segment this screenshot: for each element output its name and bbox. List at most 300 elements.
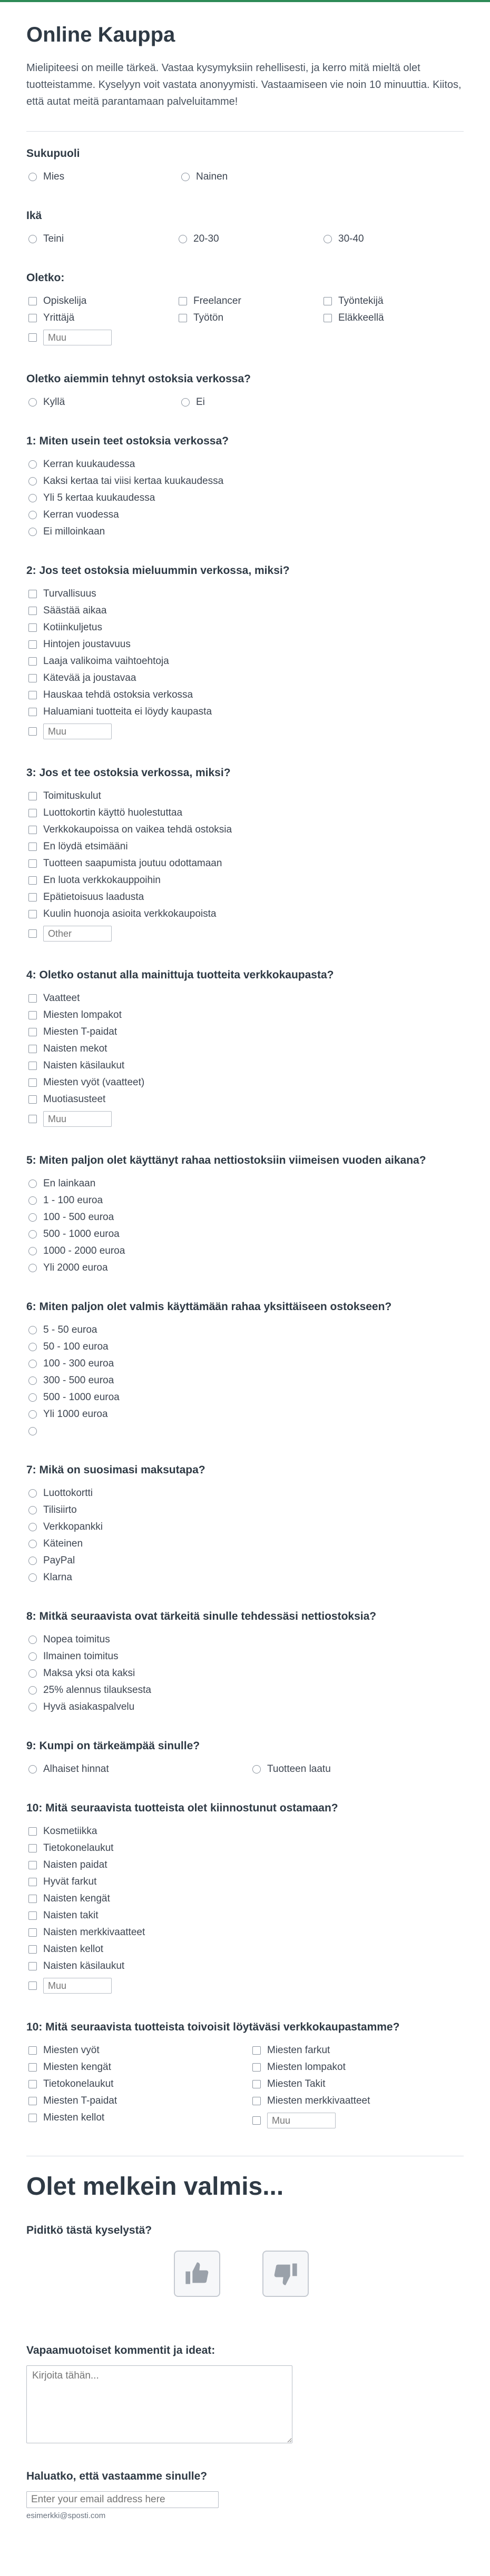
checkbox[interactable] (28, 1962, 37, 1970)
checkbox[interactable] (28, 708, 37, 716)
checkbox-option[interactable] (250, 2042, 461, 2059)
option-label: 300 - 500 euroa (43, 1375, 114, 1386)
checkbox-option[interactable] (26, 1958, 464, 1975)
radio-option[interactable] (26, 507, 464, 523)
checkbox-option[interactable] (26, 855, 464, 872)
checkbox[interactable] (28, 590, 37, 598)
question-label: Oletko aiemmin tehnyt ostoksia verkossa? (26, 373, 251, 385)
thumbs-down-icon (272, 2260, 299, 2287)
checkbox-option[interactable] (26, 602, 464, 619)
question-label: 6: Miten paljon olet valmis käyttämään rahaa yksittäiseen ostokseen? (26, 1301, 392, 1313)
options-q10a (26, 1823, 464, 1975)
checkbox[interactable] (28, 1945, 37, 1954)
checkbox[interactable] (28, 607, 37, 615)
option-label: Toimituskulut (43, 790, 101, 801)
checkbox[interactable] (28, 1895, 37, 1903)
question-label: Ikä (26, 210, 42, 222)
radio-option[interactable] (26, 1260, 464, 1276)
other-input[interactable] (43, 724, 112, 739)
other-option (26, 1975, 464, 1997)
checkbox[interactable] (28, 314, 37, 322)
checkbox[interactable] (28, 893, 37, 901)
checkbox[interactable] (252, 2063, 261, 2072)
question-label: 7: Mikä on suosimasi maksutapa? (26, 1464, 205, 1476)
other-input[interactable] (43, 1978, 112, 1994)
checkbox[interactable] (28, 2046, 37, 2055)
checkbox-option[interactable]: Opiskelija (26, 293, 177, 310)
radio-button[interactable] (28, 1506, 37, 1514)
radio-button[interactable] (28, 1343, 37, 1351)
question-10b (26, 2021, 464, 2132)
checkbox-option[interactable] (26, 889, 464, 906)
radio-option[interactable] (26, 1406, 464, 1423)
radio-option[interactable] (26, 1631, 464, 1648)
checkbox-option[interactable] (26, 704, 464, 720)
email-sublabel: esimerkki@sposti.com (26, 2511, 106, 2520)
question-7 (26, 1464, 464, 1586)
options-q2 (26, 586, 464, 720)
checkbox[interactable] (28, 727, 37, 736)
option-label: Miesten merkkivaatteet (267, 2095, 370, 2106)
option-label: Haluamiani tuotteita ei löydy kaupasta (43, 706, 212, 717)
radio-option[interactable] (26, 1226, 464, 1243)
radio-button[interactable] (28, 1540, 37, 1548)
radio-option-nainen[interactable]: Nainen (179, 169, 332, 185)
option-label: Kerran vuodessa (43, 509, 119, 520)
option-label: Vaatteet (43, 993, 80, 1004)
option-label: Miesten vyöt (vaatteet) (43, 1077, 145, 1088)
radio-option[interactable] (26, 1209, 464, 1226)
option-label: Miesten Takit (267, 2078, 326, 2089)
radio-button[interactable] (28, 1393, 37, 1402)
radio-option[interactable] (26, 1569, 464, 1586)
radio-option[interactable] (26, 1192, 464, 1209)
radio-button[interactable] (28, 1489, 37, 1498)
checkbox[interactable] (28, 1028, 37, 1036)
checkbox[interactable] (179, 314, 187, 322)
radio-option[interactable] (26, 1699, 464, 1716)
radio-button[interactable] (181, 173, 190, 181)
option-label: Laaja valikoima vaihtoehtoja (43, 656, 169, 667)
radio-option[interactable]: Tuotteen laatu (250, 1761, 461, 1778)
checkbox[interactable] (28, 1844, 37, 1852)
checkbox-option[interactable] (26, 1907, 464, 1924)
option-label: En luota verkkokauppoihin (43, 875, 161, 886)
radio-option[interactable]: 30-40 (321, 231, 469, 247)
option-label: Kosmetiikka (43, 1826, 97, 1837)
checkbox-option[interactable] (26, 1057, 464, 1074)
checkbox-option[interactable] (26, 1924, 464, 1941)
option-label: Miesten farkut (267, 2045, 330, 2056)
option-label: 25% alennus tilauksesta (43, 1685, 151, 1696)
option-label: En löydä etsimääni (43, 841, 128, 852)
question-label: Haluatko, että vastaamme sinulle? (26, 2470, 208, 2482)
question-label: 8: Mitkä seuraavista ovat tärkeitä sinulle tehdessäsi nettiostoksia? (26, 1610, 377, 1622)
checkbox[interactable] (28, 640, 37, 649)
checkbox-option[interactable] (26, 821, 464, 838)
radio-button[interactable] (28, 1410, 37, 1419)
checkbox-option[interactable] (26, 805, 464, 821)
option-label: Yli 5 kertaa kuukaudessa (43, 492, 155, 503)
option-label: Naisten kengät (43, 1893, 110, 1904)
checkbox[interactable] (28, 876, 37, 885)
question-label: 2: Jos teet ostoksia mieluummin verkossa, miksi? (26, 564, 290, 577)
option-label: Kuulin huonoja asioita verkkokaupoista (43, 908, 217, 919)
radio-button[interactable] (28, 1573, 37, 1582)
checkbox[interactable] (28, 1981, 37, 1990)
question-10a (26, 1802, 464, 1997)
checkbox-option[interactable] (26, 1091, 464, 1108)
other-input[interactable] (43, 330, 112, 345)
option-label: Tuotteen saapumista joutuu odottamaan (43, 858, 222, 869)
radio-option[interactable]: Alhaiset hinnat (26, 1761, 250, 1778)
checkbox-option[interactable]: Työtön (177, 310, 321, 326)
radio-button[interactable] (28, 235, 37, 243)
checkbox[interactable] (28, 2114, 37, 2122)
radio-button[interactable] (28, 1686, 37, 1695)
option-label: En lainkaan (43, 1178, 96, 1189)
option-label: Miesten kengät (43, 2062, 111, 2073)
thumbs-down-button[interactable] (262, 2251, 309, 2297)
option-label: Naisten käsilaukut (43, 1060, 125, 1071)
checkbox-option[interactable] (250, 2076, 461, 2093)
option-label: Miesten kellot (43, 2112, 105, 2123)
checkbox-option[interactable] (26, 2076, 250, 2093)
checkbox[interactable] (28, 297, 37, 305)
options-q5 (26, 1175, 464, 1276)
checkbox-option[interactable] (26, 788, 464, 805)
checkbox-option[interactable] (26, 1840, 464, 1857)
option-label: Naisten käsilaukut (43, 1960, 125, 1971)
section-heading: Olet melkein valmis... (26, 2173, 284, 2201)
checkbox[interactable] (28, 994, 37, 1003)
checkbox[interactable] (28, 843, 37, 851)
radio-button[interactable] (181, 398, 190, 407)
checkbox-option[interactable] (26, 990, 464, 1007)
radio-button[interactable] (28, 1247, 37, 1255)
radio-button[interactable] (28, 1360, 37, 1368)
question-label: 4: Oletko ostanut alla mainittuja tuotteita verkkokaupasta? (26, 969, 334, 981)
option-label: Nopea toimitus (43, 1634, 110, 1645)
checkbox[interactable] (28, 1095, 37, 1104)
checkbox-option[interactable] (26, 1857, 464, 1874)
question-label: Piditkö tästä kyselystä? (26, 2224, 152, 2236)
checkbox-option[interactable] (26, 1024, 464, 1041)
radio-button[interactable] (28, 1557, 37, 1565)
checkbox[interactable] (28, 809, 37, 817)
checkbox[interactable] (324, 314, 332, 322)
radio-button[interactable] (28, 1765, 37, 1774)
radio-option[interactable] (26, 1552, 464, 1569)
option-label: Naisten paidat (43, 1859, 107, 1870)
checkbox[interactable] (28, 333, 37, 342)
radio-option[interactable] (26, 1175, 464, 1192)
radio-option[interactable] (26, 1322, 464, 1339)
radio-option[interactable] (26, 456, 464, 473)
question-label: 10: Mitä seuraavista tuotteista toivoisit löytäväsi verkkokaupastamme? (26, 2021, 400, 2033)
option-label: Miesten lompakot (43, 1009, 122, 1021)
checkbox[interactable] (28, 1878, 37, 1886)
question-5 (26, 1154, 464, 1276)
checkbox[interactable] (28, 1011, 37, 1019)
radio-button[interactable] (324, 235, 332, 243)
option-label: Yli 1000 euroa (43, 1409, 108, 1420)
radio-option[interactable] (26, 1339, 464, 1355)
question-like (26, 2224, 464, 2297)
radio-button[interactable] (28, 1180, 37, 1188)
options-q1 (26, 456, 464, 540)
options-q7 (26, 1485, 464, 1586)
checkbox[interactable] (28, 657, 37, 666)
options-q10b-left (26, 2042, 250, 2132)
option-label: Tietokonelaukut (43, 2078, 114, 2089)
options-q4 (26, 990, 464, 1108)
checkbox-option[interactable] (250, 2059, 461, 2076)
question-label: 3: Jos et tee ostoksia verkossa, miksi? (26, 767, 231, 779)
checkbox[interactable] (28, 1911, 37, 1920)
option-label: 100 - 500 euroa (43, 1212, 114, 1223)
radio-button[interactable] (28, 173, 37, 181)
radio-button[interactable] (28, 1427, 37, 1435)
question-3 (26, 767, 464, 945)
radio-button[interactable] (28, 1326, 37, 1334)
checkbox[interactable] (28, 1062, 37, 1070)
option-label: Tilisiirto (43, 1504, 77, 1515)
checkbox-option[interactable] (26, 2042, 250, 2059)
checkbox-option[interactable] (26, 1941, 464, 1958)
option-label: Miesten vyöt (43, 2045, 100, 2056)
option-label: 1000 - 2000 euroa (43, 1245, 125, 1256)
radio-option[interactable] (26, 1243, 464, 1260)
option-label: 5 - 50 euroa (43, 1324, 97, 1335)
option-label: Käteinen (43, 1538, 83, 1549)
question-label: 10: Mitä seuraavista tuotteista olet kiinnostunut ostamaan? (26, 1802, 338, 1814)
checkbox-option[interactable] (26, 906, 464, 923)
option-label: Kerran kuukaudessa (43, 459, 135, 470)
checkbox[interactable] (28, 826, 37, 834)
radio-option[interactable] (26, 490, 464, 507)
option-label: Naisten takit (43, 1910, 99, 1921)
radio-button[interactable] (252, 1765, 261, 1774)
radio-button[interactable] (28, 1376, 37, 1385)
option-label: Hyvät farkut (43, 1876, 97, 1887)
checkbox[interactable] (324, 297, 332, 305)
checkbox-option[interactable] (26, 1874, 464, 1890)
radio-option[interactable] (26, 1682, 464, 1699)
checkbox-option[interactable] (250, 2093, 461, 2109)
checkbox[interactable] (28, 674, 37, 682)
checkbox[interactable] (252, 2080, 261, 2088)
radio-button[interactable] (28, 1196, 37, 1205)
radio-option[interactable]: Kyllä (26, 394, 179, 411)
options-q3 (26, 788, 464, 923)
option-label: Ilmainen toimitus (43, 1651, 119, 1662)
option-label: Klarna (43, 1572, 72, 1583)
radio-option[interactable] (26, 1355, 464, 1372)
option-label: 1 - 100 euroa (43, 1195, 103, 1206)
checkbox[interactable] (28, 910, 37, 918)
option-label: Tietokonelaukut (43, 1842, 114, 1854)
radio-button[interactable] (28, 1230, 37, 1239)
question-4 (26, 969, 464, 1130)
question-6 (26, 1301, 464, 1440)
other-input[interactable] (43, 1111, 112, 1127)
question-contact (26, 2470, 464, 2520)
radio-button[interactable] (28, 398, 37, 407)
option-label: Säästää aikaa (43, 605, 107, 616)
question-label: 9: Kumpi on tärkeämpää sinulle? (26, 1740, 200, 1752)
other-input[interactable] (43, 926, 112, 942)
option-label: Hintojen joustavuus (43, 639, 131, 650)
radio-button[interactable] (28, 494, 37, 502)
option-label: Turvallisuus (43, 588, 96, 599)
form-title: Online Kauppa (26, 23, 175, 46)
checkbox-option[interactable] (26, 586, 464, 602)
radio-button[interactable] (28, 460, 37, 469)
radio-button[interactable] (28, 1669, 37, 1678)
checkbox-option[interactable] (26, 1890, 464, 1907)
options-q6 (26, 1322, 464, 1440)
checkbox-option[interactable]: Eläkkeellä (321, 310, 469, 326)
checkbox-option[interactable] (26, 687, 464, 704)
other-input[interactable] (267, 2113, 336, 2128)
radio-option[interactable] (26, 1519, 464, 1535)
radio-button[interactable] (28, 1703, 37, 1711)
question-comments (26, 2344, 464, 2446)
option-label: Epätietoisuus laadusta (43, 891, 144, 903)
checkbox[interactable] (252, 2097, 261, 2105)
checkbox[interactable] (28, 623, 37, 632)
radio-button[interactable] (28, 1636, 37, 1644)
checkbox-option[interactable] (26, 1074, 464, 1091)
radio-button[interactable] (179, 235, 187, 243)
checkbox-option[interactable] (26, 872, 464, 889)
checkbox[interactable] (28, 2063, 37, 2072)
other-option (26, 326, 464, 349)
comments-textarea[interactable] (26, 2365, 292, 2443)
checkbox[interactable] (179, 297, 187, 305)
option-label: Luottokortti (43, 1488, 93, 1499)
radio-option[interactable] (26, 473, 464, 490)
question-age (26, 210, 464, 247)
radio-option[interactable] (26, 1502, 464, 1519)
radio-option[interactable] (26, 1485, 464, 1502)
checkbox-option[interactable] (26, 838, 464, 855)
question-shopped-before (26, 373, 464, 411)
checkbox-option[interactable]: Freelancer (177, 293, 321, 310)
thumbs-up-icon (183, 2260, 211, 2287)
radio-option[interactable] (26, 1423, 464, 1440)
radio-option[interactable] (26, 1372, 464, 1389)
question-label: Sukupuoli (26, 147, 80, 160)
option-label: Luottokortin käyttö huolestuttaa (43, 807, 183, 818)
option-label: Yli 2000 euroa (43, 1262, 108, 1273)
checkbox-option[interactable] (26, 1823, 464, 1840)
email-field[interactable] (26, 2491, 219, 2508)
checkbox[interactable] (28, 1078, 37, 1087)
radio-option[interactable] (26, 1665, 464, 1682)
radio-option[interactable] (26, 1648, 464, 1665)
checkbox[interactable] (28, 1045, 37, 1053)
option-label: Miesten lompakot (267, 2062, 346, 2073)
checkbox[interactable] (28, 2097, 37, 2105)
radio-button[interactable] (28, 1213, 37, 1222)
checkbox-option[interactable]: Yrittäjä (26, 310, 177, 326)
question-2 (26, 564, 464, 742)
radio-option[interactable]: Teini (26, 231, 177, 247)
question-gender (26, 147, 464, 185)
question-8 (26, 1610, 464, 1716)
checkbox[interactable] (28, 1861, 37, 1869)
radio-option[interactable]: 20-30 (177, 231, 321, 247)
checkbox[interactable] (28, 1827, 37, 1836)
option-label: 500 - 1000 euroa (43, 1228, 120, 1240)
option-label: 500 - 1000 euroa (43, 1392, 120, 1403)
radio-button[interactable] (28, 477, 37, 486)
radio-option[interactable]: Ei (179, 394, 332, 411)
options-q10b-right (250, 2042, 461, 2109)
option-label: Kaksi kertaa tai viisi kertaa kuukaudessa (43, 475, 224, 487)
question-label: 1: Miten usein teet ostoksia verkossa? (26, 435, 229, 447)
option-label: 100 - 300 euroa (43, 1358, 114, 1369)
option-label: Naisten kellot (43, 1944, 104, 1955)
option-label: Hauskaa tehdä ostoksia verkossa (43, 689, 193, 700)
checkbox-option[interactable] (26, 2109, 250, 2126)
checkbox-option[interactable] (26, 636, 464, 653)
checkbox[interactable] (28, 691, 37, 699)
checkbox[interactable] (28, 929, 37, 938)
radio-button[interactable] (28, 1523, 37, 1531)
checkbox[interactable] (28, 859, 37, 868)
option-label: Kotiinkuljetus (43, 622, 102, 633)
other-option (26, 720, 464, 742)
checkbox-option[interactable] (26, 2093, 250, 2109)
thumbs-up-button[interactable] (174, 2251, 220, 2297)
options-q8 (26, 1631, 464, 1716)
question-1 (26, 435, 464, 540)
checkbox[interactable] (28, 2080, 37, 2088)
checkbox-option[interactable]: Työntekijä (321, 293, 469, 310)
other-option (26, 1108, 464, 1130)
radio-button[interactable] (28, 1652, 37, 1661)
checkbox[interactable] (252, 2046, 261, 2055)
form-description: Mielipiteesi on meille tärkeä. Vastaa kysymyksiin rehellisesti, ja kerro mitä mieltä olet tuotteistamme. Kyselyyn voit vastata anonyymisti. Vastaamiseen vie noin 10 minuuttia. Kiitos, että autat meitä parantamaan palveluitamme! (26, 62, 462, 107)
radio-option[interactable] (26, 1535, 464, 1552)
checkbox-option[interactable] (26, 619, 464, 636)
option-label: Naisten merkkivaatteet (43, 1927, 145, 1938)
checkbox[interactable] (28, 792, 37, 800)
option-label: PayPal (43, 1555, 75, 1566)
checkbox[interactable] (28, 1115, 37, 1123)
checkbox[interactable] (28, 1928, 37, 1937)
checkbox-option[interactable] (26, 1041, 464, 1057)
radio-option-mies[interactable]: Mies (26, 169, 179, 185)
question-occupation (26, 272, 464, 349)
checkbox-option[interactable] (26, 1007, 464, 1024)
radio-option[interactable] (26, 1389, 464, 1406)
question-label: Vapaamuotoiset kommentit ja ideat: (26, 2344, 215, 2356)
checkbox-option[interactable] (26, 670, 464, 687)
other-option (26, 923, 464, 945)
question-label: 5: Miten paljon olet käyttänyt rahaa nettiostoksiin viimeisen vuoden aikana? (26, 1154, 426, 1166)
checkbox[interactable] (252, 2116, 261, 2125)
radio-option[interactable] (26, 523, 464, 540)
checkbox-option[interactable] (26, 2059, 250, 2076)
radio-button[interactable] (28, 1264, 37, 1272)
checkbox-option[interactable] (26, 653, 464, 670)
radio-button[interactable] (28, 511, 37, 519)
radio-button[interactable] (28, 528, 37, 536)
